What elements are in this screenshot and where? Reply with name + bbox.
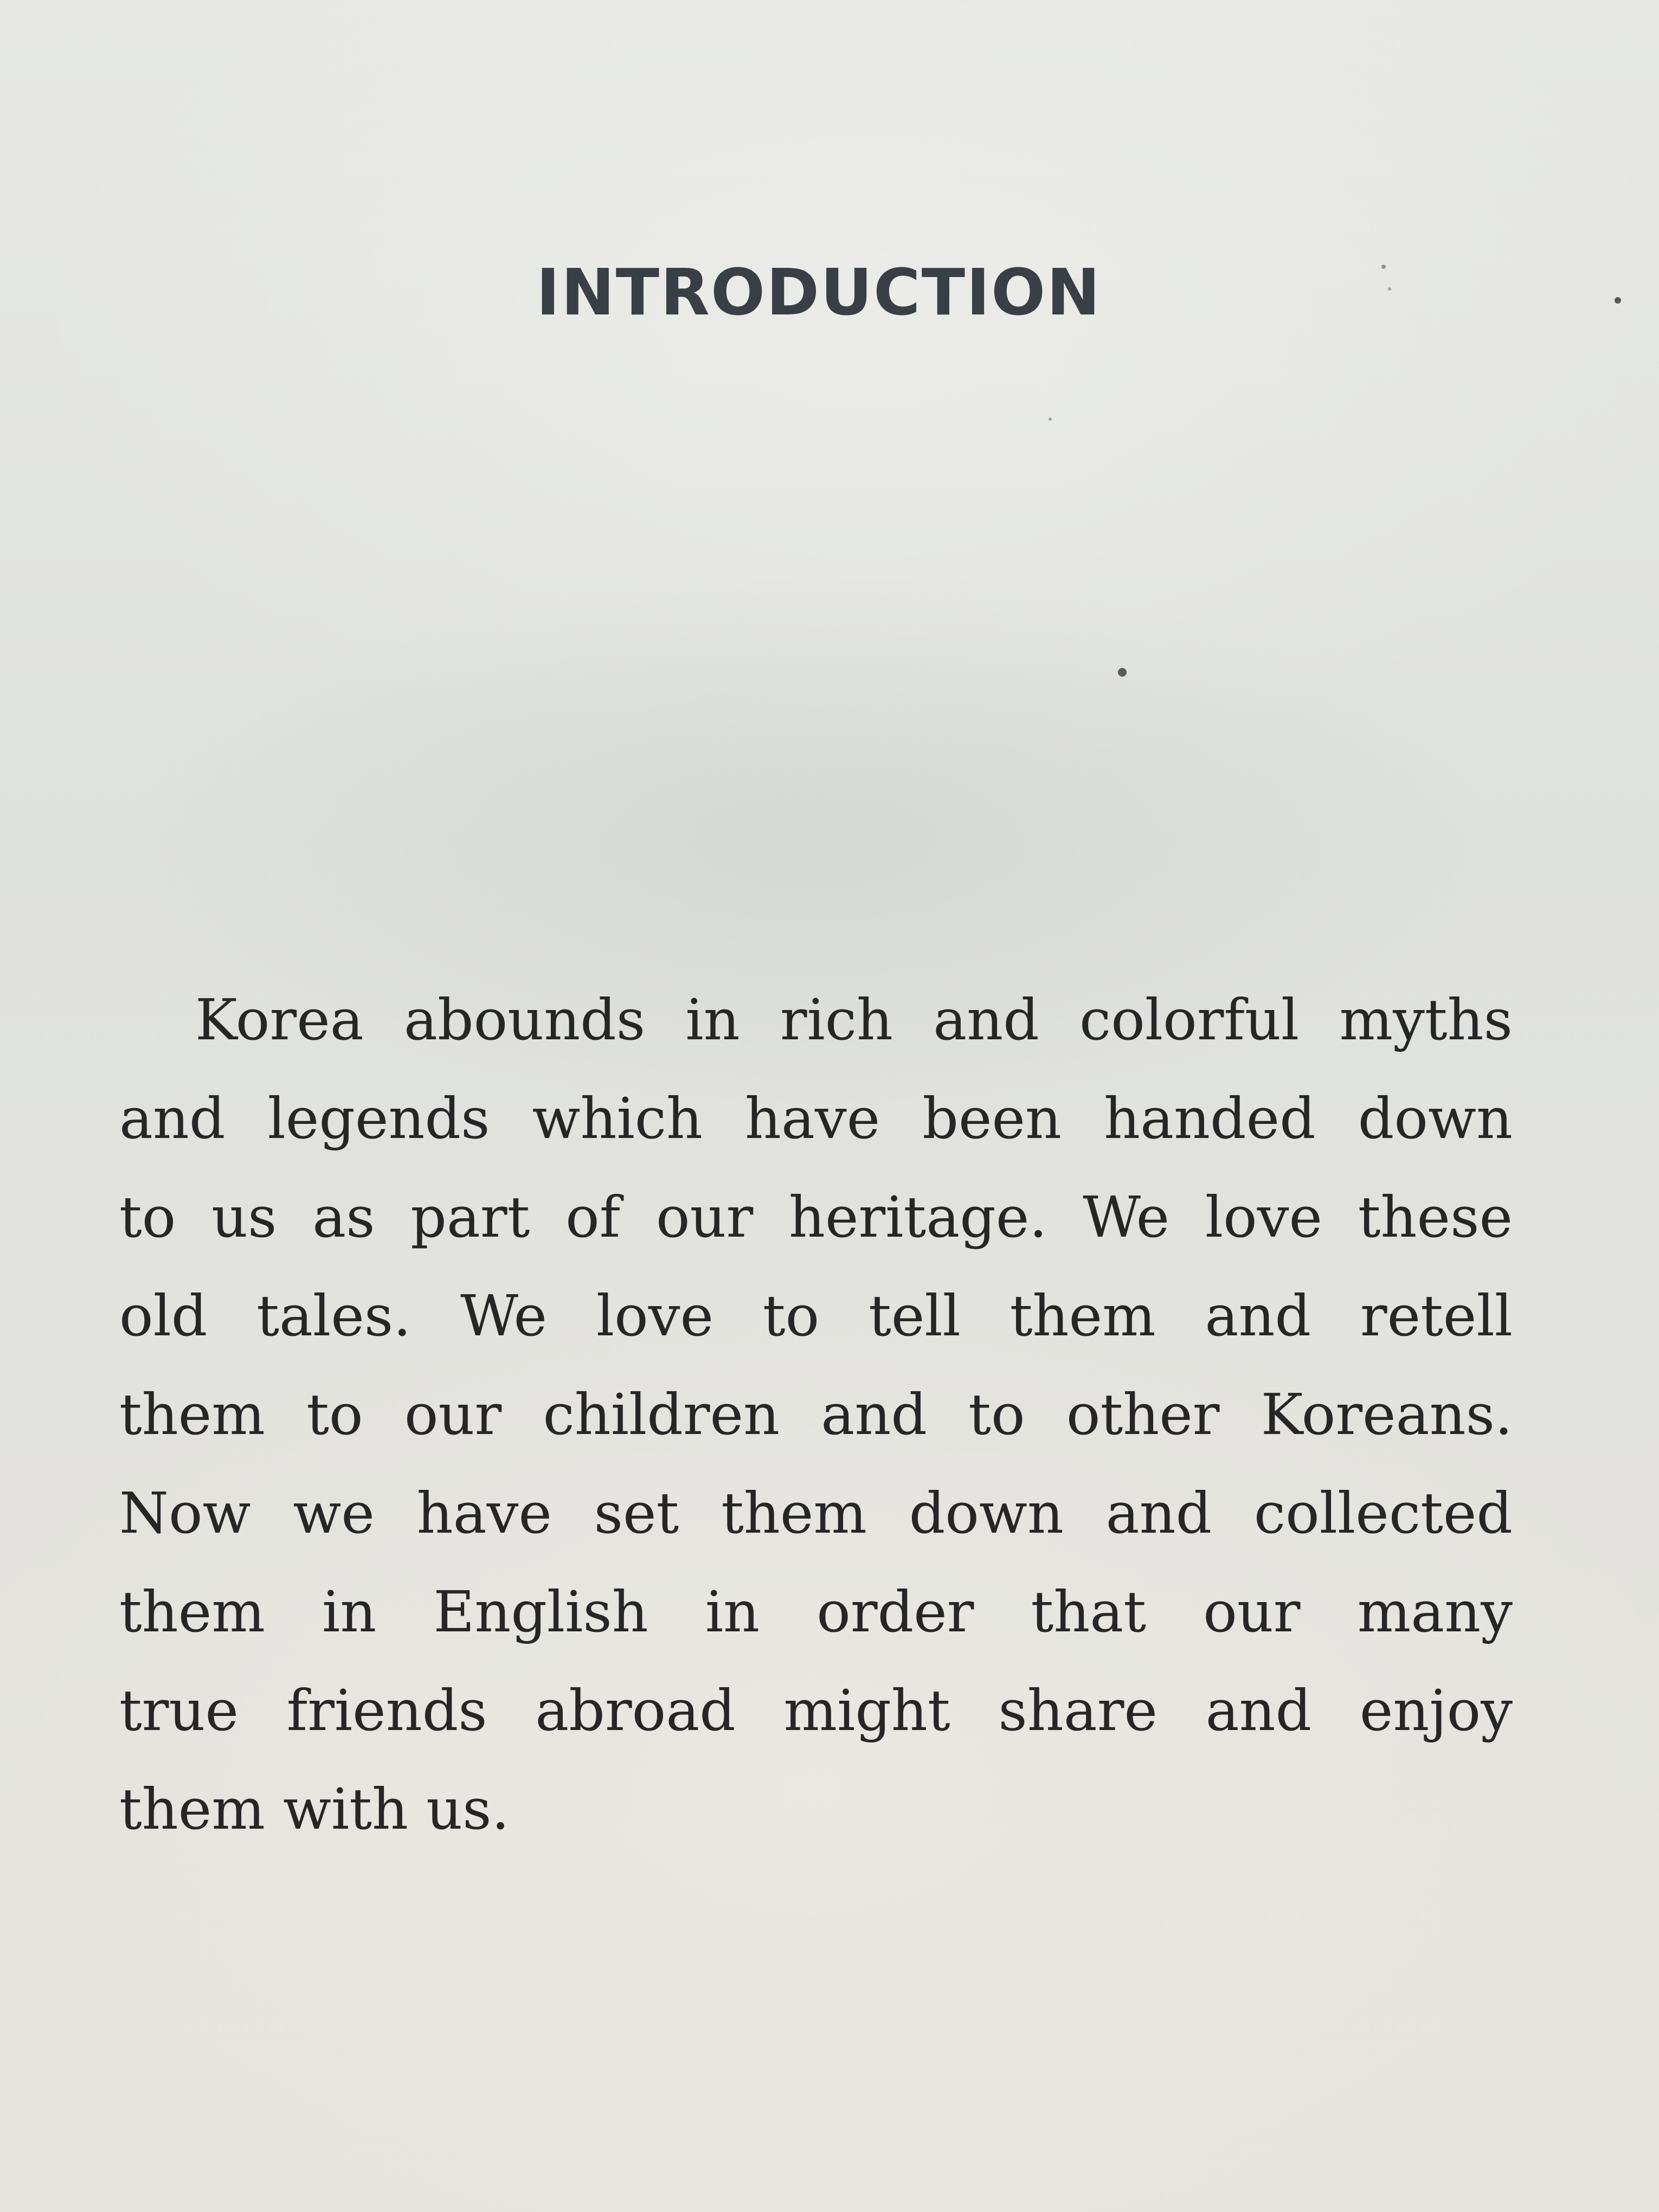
paper-speck	[1388, 287, 1391, 291]
paper-speck	[1615, 297, 1621, 304]
paper-speck	[1118, 668, 1127, 677]
paragraph-line: Korea abounds in rich and colorful myths	[195, 987, 1513, 1053]
page-heading: INTRODUCTION	[536, 255, 1102, 330]
paper-speck	[1049, 417, 1052, 421]
paragraph-line: old tales. We love to tell them and retell	[119, 1283, 1513, 1349]
paragraph-line: true friends abroad might share and enjoy	[119, 1677, 1513, 1744]
paragraph-line: and legends which have been handed down	[119, 1085, 1513, 1152]
paragraph-line: Now we have set them down and collected	[119, 1480, 1513, 1546]
introduction-paragraph	[119, 970, 1513, 1859]
paragraph-line: to us as part of our heritage. We love these	[119, 1184, 1513, 1250]
paragraph-line: them in English in order that our many	[119, 1579, 1513, 1645]
paragraph-line: them with us.	[119, 1776, 510, 1842]
paper-speck	[1381, 265, 1386, 269]
paragraph-line: them to our children and to other Koreans.	[119, 1381, 1513, 1448]
